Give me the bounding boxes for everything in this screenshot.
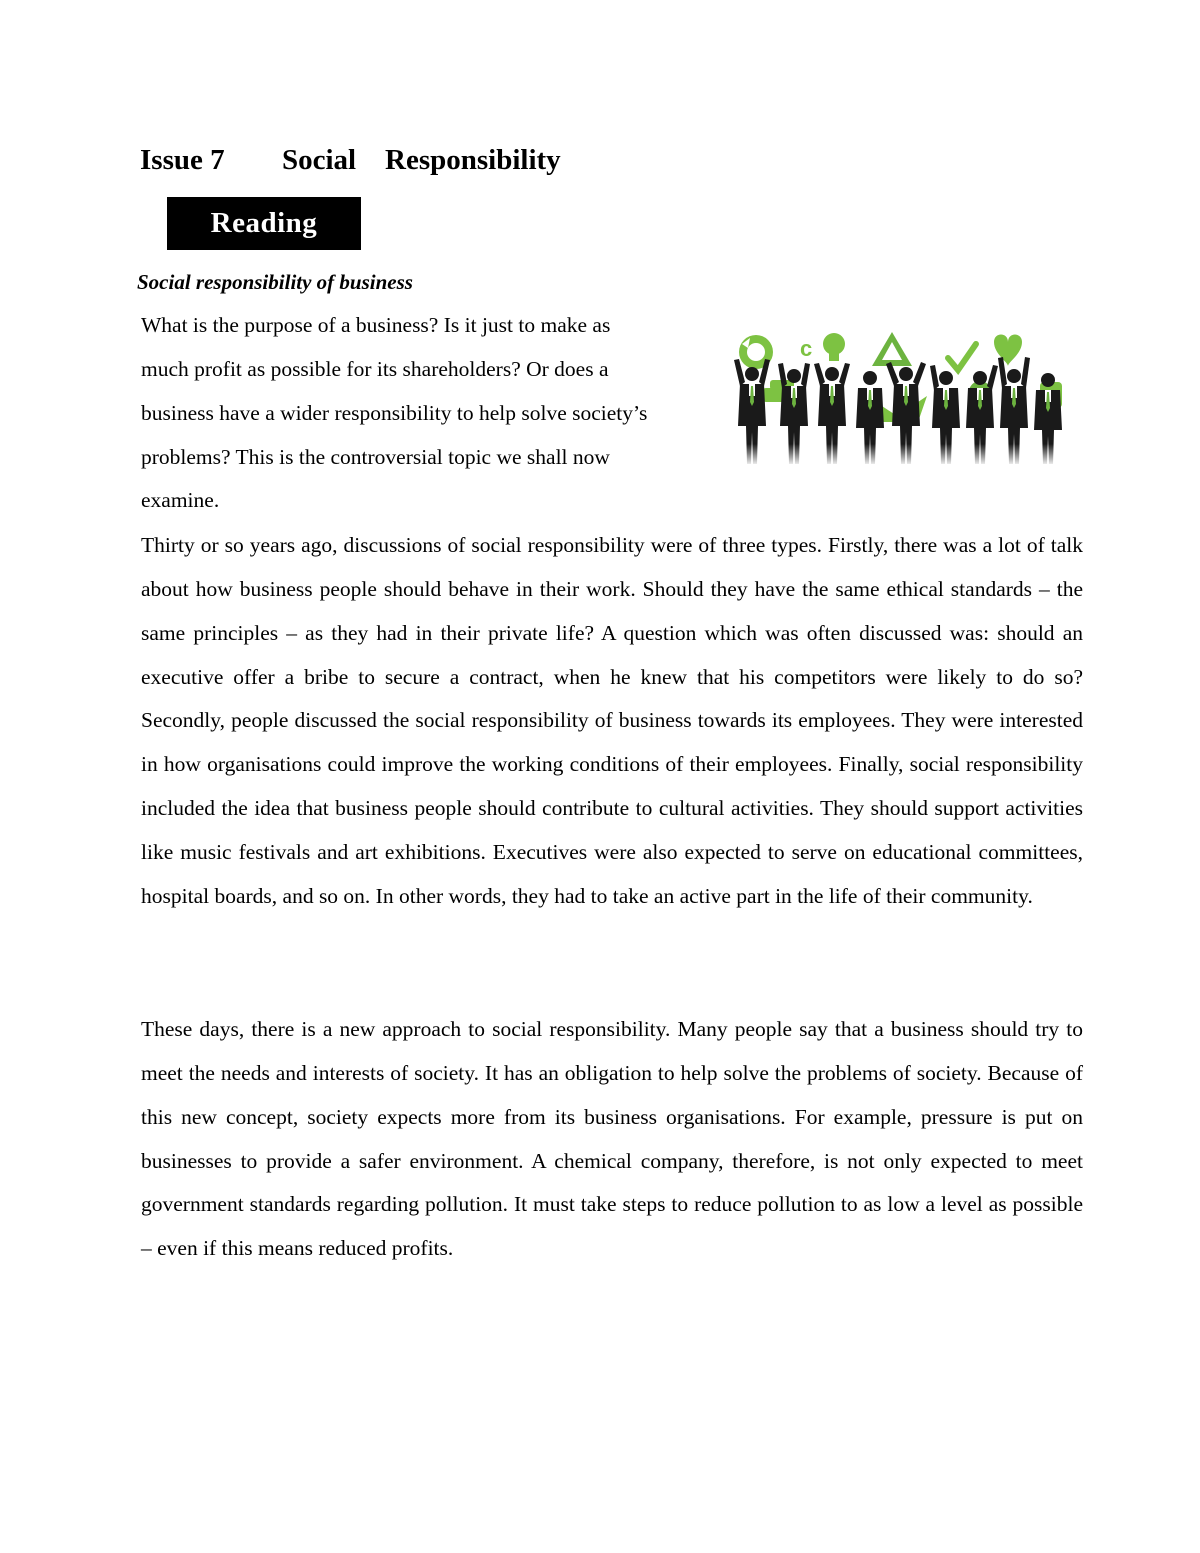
paragraph-history: Thirty or so years ago, discussions of social responsibility were of three types. Firstly, there was a lot of talk about how business people should behave in their work. Should they have the same ethical standards – the same principles – as they had in their private life? A question which was often discussed was: should an executive offer a bribe to secure a contract, when he knew that his competitors were likely to do so? Secondly, people discussed the social responsibility of business towards its employees. They were interested in how organisations could improve the working conditions of their employees. Finally, social responsibility included the idea that business people should contribute to cultural activities. They should support activities like music festivals and art exhibitions. Executives were also expected to serve on educational committees, hospital boards, and so on. In other words, they had to take an active part in the life of their community. xyxy=(141,533,1083,908)
svg-text:c: c xyxy=(800,336,813,361)
title-word-responsibility: Responsibility xyxy=(385,144,561,176)
reading-label: Reading xyxy=(210,207,318,239)
check-icon xyxy=(948,344,976,370)
issue-number: Issue 7 xyxy=(140,144,225,176)
article-subheading: Social responsibility of business xyxy=(137,270,413,294)
paragraph-new-approach: These days, there is a new approach to social responsibility. Many people say that a business should try to meet the needs and interests of society. It has an obligation to help solve the problems of society. Because of this new concept, society expects more from its business organisations. For example, pressure is put on businesses to provide a safer environment. A chemical company, therefore, is not only expected to meet government standards regarding pollution. It must take steps to reduce pollution to as low a level as possible – even if this means reduced profits. xyxy=(141,1017,1083,1261)
heart-icon xyxy=(994,335,1022,367)
issue-title xyxy=(140,140,561,180)
business-people-illustration-icon xyxy=(722,326,1078,466)
reading-section-tag xyxy=(167,197,361,250)
title-word-social: Social xyxy=(282,144,357,176)
intro-paragraph: What is the purpose of a business? Is it just to make as much profit as possible for its shareholders? Or does a business have a wider responsibility to help solve society’s problems? This is the controversial topic we shall now examine. xyxy=(141,313,648,513)
bulb-icon xyxy=(800,333,845,361)
